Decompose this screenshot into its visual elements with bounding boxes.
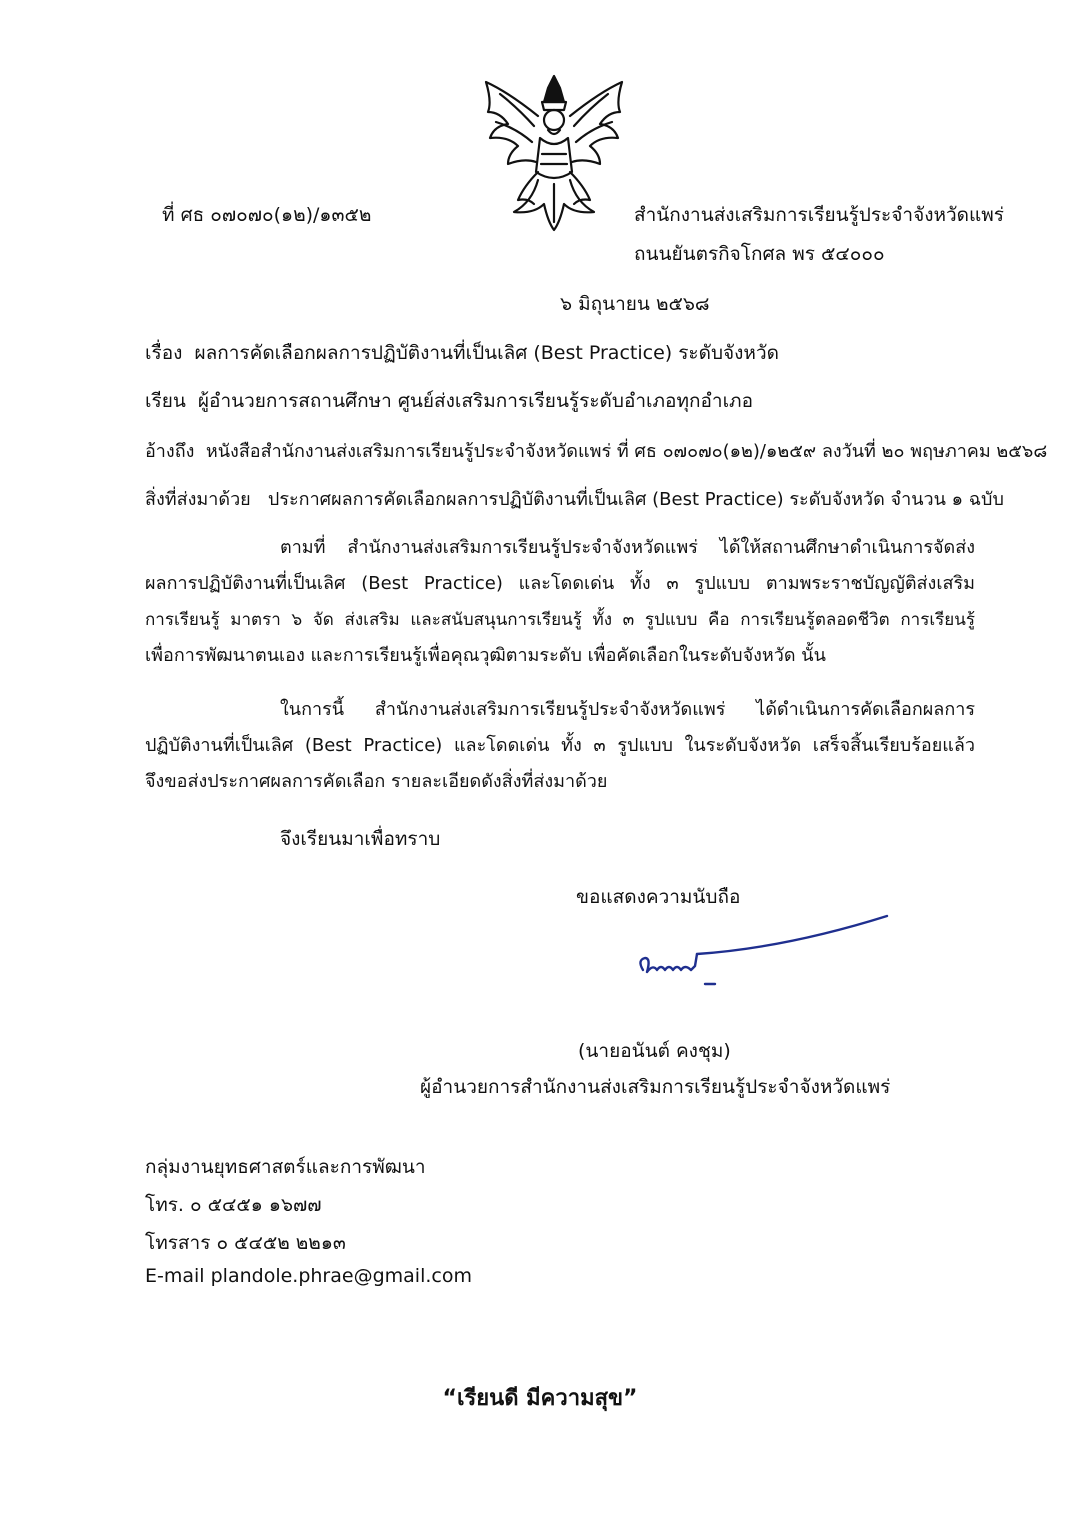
letter-date: ๖ มิถุนายน ๒๕๖๘ (560, 293, 710, 315)
subject-text: ผลการคัดเลือกผลการปฏิบัติงานที่เป็นเลิศ (Best Practice) ระดับจังหวัด (194, 342, 779, 364)
office-name: สำนักงานส่งเสริมการเรียนรู้ประจำจังหวัดแพร่ (634, 204, 1004, 226)
contact-email: E-mail plandole.phrae@gmail.com (145, 1265, 472, 1287)
closing-salutation: ขอแสดงความนับถือ (576, 886, 741, 908)
reference-line (145, 436, 1047, 465)
enclosure-label: สิ่งที่ส่งมาด้วย (145, 489, 251, 510)
subject-label: เรื่อง (145, 342, 183, 364)
paragraph-line: จึงขอส่งประกาศผลการคัดเลือก รายละเอียดดังสิ่งที่ส่งมาด้วย (145, 771, 608, 792)
garuda-emblem-icon (478, 72, 630, 234)
closing-request: จึงเรียนมาเพื่อทราบ (280, 828, 441, 850)
to-text: ผู้อำนวยการสถานศึกษา ศูนย์ส่งเสริมการเรียนรู้ระดับอำเภอทุกอำเภอ (197, 390, 753, 412)
paragraph-line: ปฏิบัติงานที่เป็นเลิศ (Best Practice) และโดดเด่น ทั้ง ๓ รูปแบบ ในระดับจังหวัด เสร็จสิ้นเรียบร้อยแล้ว (145, 735, 975, 756)
body-paragraph-1 (145, 530, 975, 674)
contact-phone: โทร. ๐ ๕๔๕๑ ๑๖๗๗ (145, 1194, 322, 1216)
enclosure-text: ประกาศผลการคัดเลือกผลการปฏิบัติงานที่เป็นเลิศ (Best Practice) ระดับจังหวัด จำนวน ๑ ฉบับ (267, 489, 1004, 510)
signatory-position: ผู้อำนวยการสำนักงานส่งเสริมการเรียนรู้ประจำจังหวัดแพร่ (420, 1076, 891, 1098)
paragraph-line: การเรียนรู้ มาตรา ๖ จัด ส่งเสริม และสนับสนุนการเรียนรู้ ทั้ง ๓ รูปแบบ คือ การเรียนรู้ตลอดชีวิต การเรียนรู้ (145, 610, 975, 630)
office-address: ถนนยันตรกิจโกศล พร ๕๔๐๐๐ (634, 243, 885, 265)
contact-fax: โทรสาร ๐ ๕๔๕๒ ๒๒๑๓ (145, 1232, 346, 1254)
enclosure-line (145, 484, 1004, 513)
signatory-name: (นายอนันต์ คงชุม) (578, 1040, 731, 1062)
paragraph-line: เพื่อการพัฒนาตนเอง และการเรียนรู้เพื่อคุณวุฒิตามระดับ เพื่อคัดเลือกในระดับจังหวัด นั้น (145, 645, 826, 666)
reference-label: อ้างถึง (145, 441, 195, 462)
motto: “เรียนดี มีความสุข” (442, 1386, 638, 1411)
handwritten-signature-icon (635, 908, 895, 993)
to-line (145, 386, 753, 416)
reference-text: หนังสือสำนักงานส่งเสริมการเรียนรู้ประจำจังหวัดแพร่ ที่ ศธ ๐๗๐๗๐(๑๒)/๑๒๕๙ ลงวันที่ ๒๐ พฤษภาคม ๒๕๖๘ (205, 441, 1048, 462)
to-label: เรียน (145, 390, 186, 412)
reference-number: ที่ ศธ ๐๗๐๗๐(๑๒)/๑๓๕๒ (162, 204, 372, 226)
paragraph-line: ผลการปฏิบัติงานที่เป็นเลิศ (Best Practice) และโดดเด่น ทั้ง ๓ รูปแบบ ตามพระราชบัญญัติส่งเสริม (145, 573, 975, 594)
paragraph-line: ตามที่ สำนักงานส่งเสริมการเรียนรู้ประจำจังหวัดแพร่ ได้ให้สถานศึกษาดำเนินการจัดส่ง (280, 537, 975, 558)
paragraph-line: ในการนี้ สำนักงานส่งเสริมการเรียนรู้ประจำจังหวัดแพร่ ได้ดำเนินการคัดเลือกผลการ (280, 699, 975, 720)
contact-department: กลุ่มงานยุทธศาสตร์และการพัฒนา (145, 1156, 426, 1178)
subject-line (145, 338, 779, 368)
body-paragraph-2 (145, 692, 975, 800)
